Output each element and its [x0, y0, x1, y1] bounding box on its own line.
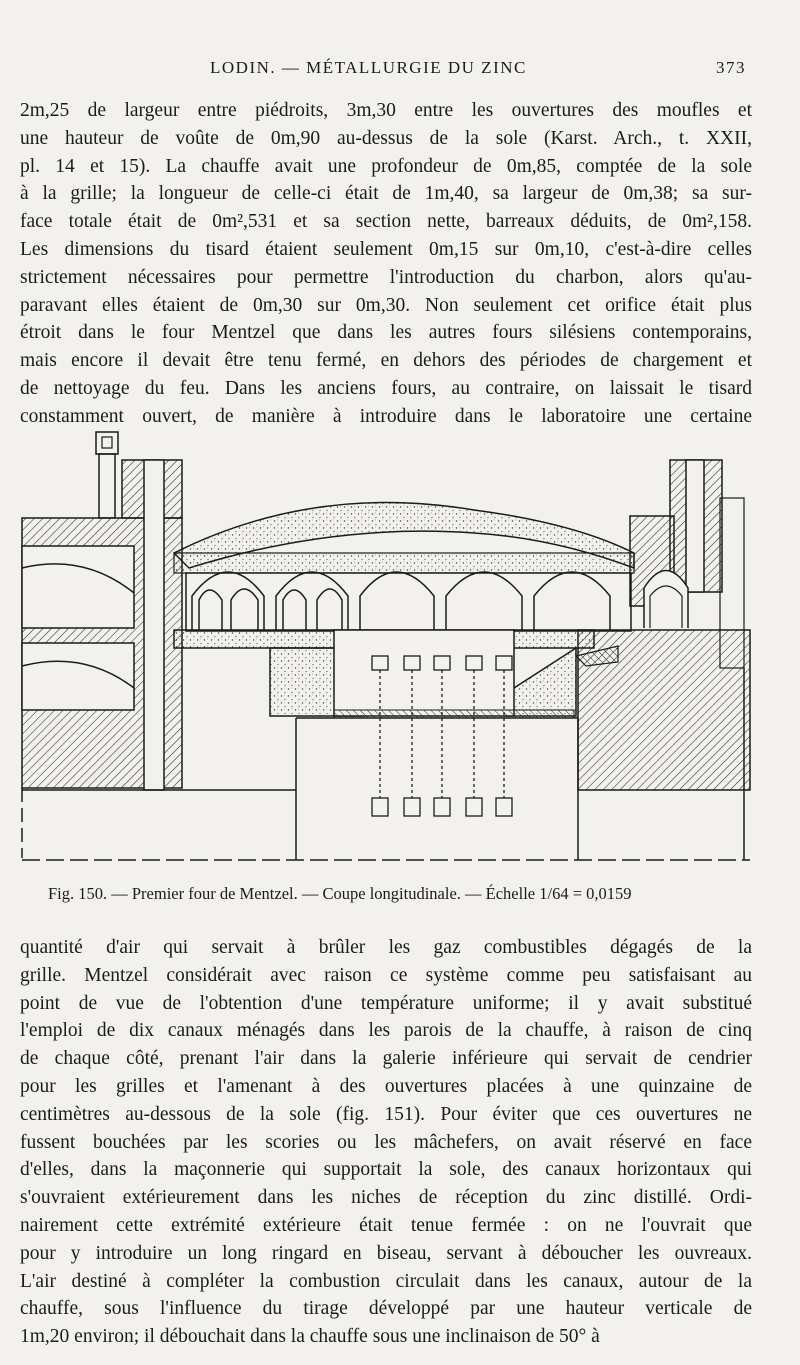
text-line: Les dimensions du tisard étaient seulement 0m,15 sur 0m,10, c'est-à-dire celles [20, 238, 752, 260]
text-line: mais encore il devait être tenu fermé, en dehors des périodes de chargement et [20, 350, 752, 372]
paragraph-bottom [20, 934, 752, 1351]
text-line: étroit dans le four Mentzel que dans les autres fours silésiens contemporains, [20, 322, 752, 344]
text-line: strictement nécessaires pour permettre l'introduction du charbon, alors qu'au- [20, 266, 752, 288]
text-line: pour y introduire un long ringard en biseau, servant à déboucher les ouvreaux. [20, 1242, 752, 1264]
text-line: L'air destiné à compléter la combustion circulait dans les canaux, autour de la [20, 1270, 752, 1292]
text-line: centimètres au-dessous de la sole (fig. 151). Pour éviter que ces ouvertures ne [20, 1103, 752, 1125]
text-line: une hauteur de voûte de 0m,90 au-dessus de la sole (Karst. Arch., t. XXII, [20, 127, 752, 149]
text-line: grille. Mentzel considérait avec raison ce système comme peu satisfaisant au [20, 964, 752, 986]
text-line: l'emploi de dix canaux ménagés dans les parois de la chauffe, à raison de cinq [20, 1020, 752, 1042]
text-line: 1m,20 environ; il débouchait dans la chauffe sous une inclinaison de 50° à [20, 1326, 600, 1348]
furnace-sole [174, 630, 618, 718]
text-line: point de vue de l'obtention d'une température uniforme; il y avait substitué [20, 992, 752, 1014]
muffle-arcade [186, 572, 631, 631]
furnace-drawing [14, 428, 758, 873]
text-line: d'elles, dans la maçonnerie qui supportait la sole, des canaux horizontaux qui [20, 1159, 752, 1181]
page-number: 373 [716, 58, 746, 77]
text-line: chauffe, sous l'influence du tirage développé par une hauteur verticale de [20, 1298, 752, 1320]
text-line: de chaque côté, prenant l'air dans la galerie inférieure qui servait de cendrier [20, 1048, 752, 1070]
furnace-section-figure [14, 428, 758, 873]
text-line: pour les grilles et l'amenant à des ouvertures placées à une quinzaine de [20, 1075, 752, 1097]
text-line: s'ouvraient extérieurement dans les niches de réception du zinc distillé. Ordi- [20, 1187, 752, 1209]
text-line: nairement cette extrémité extérieure était tenue fermée : on ne l'ouvrait que [20, 1214, 752, 1236]
text-line: face totale était de 0m²,531 et sa section nette, barreaux déduits, de 0m²,158. [20, 211, 752, 233]
text-line: paravant elles étaient de 0m,30 sur 0m,30. Non seulement cet orifice était plus [20, 294, 752, 316]
running-title: LODIN. — MÉTALLURGIE DU ZINC [210, 58, 527, 77]
text-line: fussent bouchées par les scories ou les mâchefers, on avait réservé en face [20, 1131, 752, 1153]
paragraph-top [20, 97, 752, 431]
chimney-left [96, 432, 118, 518]
furnace-vault [174, 502, 634, 573]
text-line: de nettoyage du feu. Dans les anciens fours, au contraire, on laissait le tisard [20, 377, 752, 399]
running-head [0, 56, 800, 84]
text-line: à la grille; la longueur de celle-ci était de 1m,40, sa largeur de 0m,38; sa sur- [20, 183, 752, 205]
text-line: constamment ouvert, de manière à introduire dans le laboratoire une certaine [20, 405, 752, 427]
figure-caption: Fig. 150. — Premier four de Mentzel. — Coupe longitudinale. — Échelle 1/64 = 0,0159 [48, 884, 632, 903]
text-line: pl. 14 et 15). La chauffe avait une profondeur de 0m,85, comptée de la sole [20, 155, 752, 177]
text-line: quantité d'air qui servait à brûler les gaz combustibles dégagés de la [20, 937, 752, 958]
text-line: 2m,25 de largeur entre piédroits, 3m,30 entre les ouvertures des moufles et [20, 100, 752, 121]
